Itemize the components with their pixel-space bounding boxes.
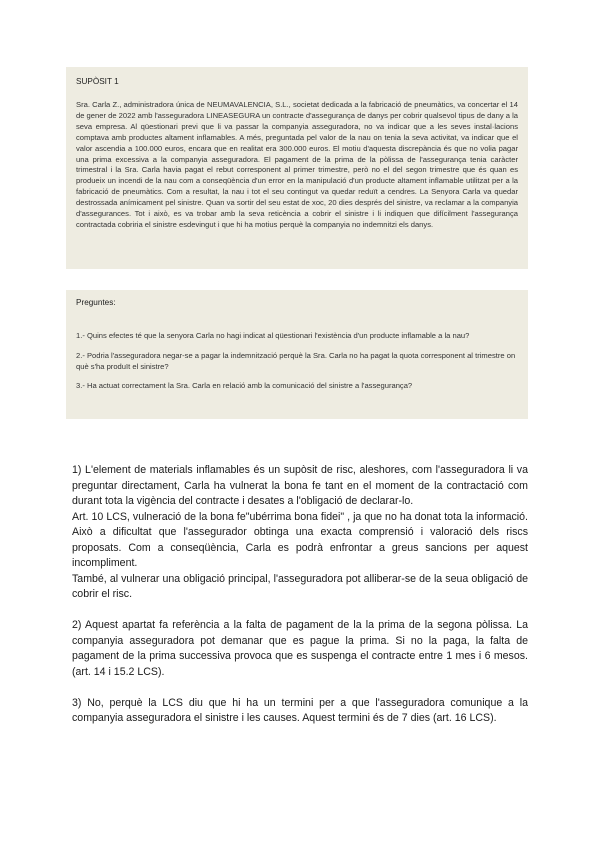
answer-1-paragraph-2: Art. 10 LCS, vulneració de la bona fe"ubérrima bona fidei" , ja que no ha donat tota la informació. Això a dificultat que l'assegurador obtinga una exacta comprensió i valoració dels riscs proposats. Com a conseqüència, Carla es podrà enfrontar a greus sancions per aquest incompliment. <box>72 510 528 569</box>
question-2: 2.- Podria l'asseguradora negar-se a pagar la indemnització perquè la Sra. Carla no ha pagat la quota corresponent al trimestre on què s'ha produït el sinistre? <box>76 350 516 371</box>
question-3: 3.- Ha actuat correctament la Sra. Carla en relació amb la comunicació del sinistre a l'assegurança? <box>76 381 413 391</box>
answer-3: 3) No, perquè la LCS diu que hi ha un termini per a que l'asseguradora comunique a la companyia asseguradora el sinistre i les causes. Aquest termini és de 7 dies (art. 16 LCS). <box>72 696 528 724</box>
case-title: SUPÒSIT 1 <box>76 77 119 86</box>
questions-title: Preguntes: <box>76 298 116 307</box>
answer-2: 2) Aquest apartat fa referència a la falta de pagament de la la prima de la segona pòlissa. La companyia asseguradora pot demanar que es pague la prima. Si no la paga, la falta de pagament de la prima successiva provoca que es suspenga el contracte entre 1 mes i 6 mesos. (art. 14 i 15.2 LCS). <box>72 619 528 678</box>
answers-section <box>72 463 528 727</box>
question-1: 1.- Quins efectes té que la senyora Carla no hagi indicat al qüestionari l'existència d'un producte inflamable a la nau? <box>76 331 470 340</box>
spacer <box>72 603 528 619</box>
case-text: Sra. Carla Z., administradora única de NEUMAVALENCIA, S.L., societat dedicada a la fabricació de pneumàtics, va concertar el 14 de gener de 2022 amb l'asseguradora LINEASEGURA un contracte d'assegurança de danys per cobrir qualsevol tipus de dany a la seva empresa. Al qüestionari previ que li va passar la companyia asseguradora, no va indicar que a les seves instal·lacions comptava amb productes altament inflamables. A més, preguntada pel valor de la nau on tenia la seva activitat, va indicar que el valor ascendia a 100.000 euros, encara que en realitat era 300.000 euros. El motiu d'aquesta discrepància és que no volia pagar una prima excessiva a la companyia asseguradora. El pagament de la prima de la pòlissa de l'assegurança tenia caràcter trimestral i la Sra. Carla havia pagat el rebut corresponent al primer trimestre, però no el del segon trimestre que és quan es produeix un incendi de la nau com a conseqüència d'un error en la manipulació d'un producte altament inflamable utilitzat per a la fabricació de pneumàtics. Com a resultat, la nau i tot el seu contingut va quedar reduït a cendres. La Senyora Carla va quedar destrossada anímicament pel sinistre. Quan va sortir del seu estat de xoc, 20 dies després del sinistre, va reclamar a la companyia d'assegurances. Tot i això, es va trobar amb la seva reticència a cobrir el sinistre i li indiquen que difícilment l'assegurança contractada cobriria el sinistre esdevingut i que hi ha motius perquè la companyia no indemnitzi els danys. <box>76 100 518 229</box>
answer-1-paragraph-1: 1) L'element de materials inflamables és un supòsit de risc, aleshores, com l'asseguradora li va preguntar directament, Carla ha vulnerat la bona fe tant en el moment de la contractació com durant tota la vigència del contracte i desates a l'obligació de declarar-lo. <box>72 464 528 507</box>
case-box <box>66 67 528 269</box>
answer-1-paragraph-3: També, al vulnerar una obligació principal, l'asseguradora pot alliberar-se de la seua obligació de cobrir el risc. <box>72 572 528 600</box>
spacer <box>72 680 528 696</box>
questions-box <box>66 290 528 419</box>
